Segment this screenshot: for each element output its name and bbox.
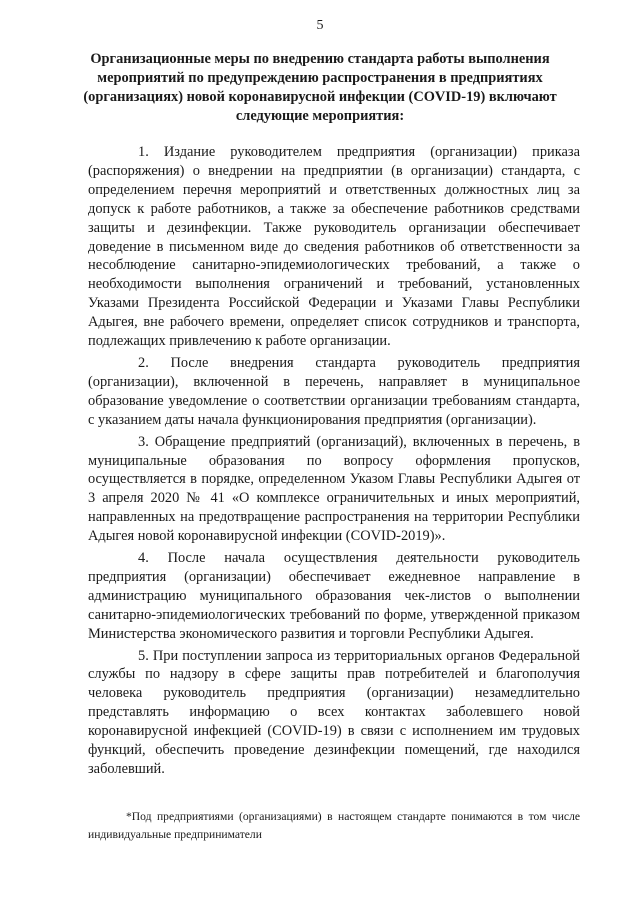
measure-item-1: 1. Издание руководителем предприятия (организации) приказа (распоряжения) о внедрении на предприятии (в организации) стандарта, с определением перечня мероприятий и ответственных должностных лиц за допуск к работе работников, а также за обеспечение работников средствами защиты и дезинфекции. Также руководитель организации обеспечивает доведение в письменном виде до сведения работников об ответственности за несоблюдение санитарно-эпидемиологических требований, а также о необходимости выполнения ограничений и требований, установленных Указами Президента Российской Федерации и Указами Главы Республики Адыгея, вне рабочего времени, определяет список сотрудников и транспорта, подлежащих привлечению к работе организации. [88, 144, 580, 350]
document-heading: Организационные меры по внедрению стандарта работы выполнения мероприятий по предупреждению распространения в предприятиях (организациях) новой коронавирусной инфекции (COVID-19) включают следующие мероприятия: [83, 51, 557, 124]
measures-list [88, 143, 580, 782]
footnote [88, 808, 580, 844]
measure-item-4: 4. После начала осуществления деятельности руководитель предприятия (организации) обеспечивает ежедневное направление в администрацию муниципального образования чек-листов о выполнении санитарно-эпидемиологических требований по форме, утвержденной приказом Министерства экономического развития и торговли Республики Адыгея. [88, 550, 580, 642]
page-number: 5 [316, 18, 324, 33]
measure-item-3: 3. Обращение предприятий (организаций), включенных в перечень, в муниципальные образования по вопросу оформления пропусков, осуществляется в порядке, определенном Указом Главы Республики Адыгея от 3 апреля 2020 № 41 «О комплексе ограничительных и иных мероприятий, направленных на предотвращение распространения на территории Республики Адыгея новой коронавирусной инфекции (COVID-2019)». [88, 433, 580, 545]
measure-item-2: 2. После внедрения стандарта руководитель предприятия (организации), включенной в перечень, направляет в муниципальное образование уведомление о соответствии организации требованиям стандарта, с указанием даты начала функционирования предприятия (организации). [88, 354, 580, 428]
footnote-text: *Под предприятиями (организациями) в настоящем стандарте понимаются в том числе индивидуальные предприниматели [88, 810, 580, 841]
measure-item-5: 5. При поступлении запроса из территориальных органов Федеральной службы по надзору в сфере защиты прав потребителей и благополучия человека руководитель предприятия (организации) незамедлительно представлять информацию о всех контактах заболевшего новой коронавирусной инфекцией (COVID-19) в связи с исполнением им трудовых функций, обеспечить проведение дезинфекции помещений, где находился заболевший. [88, 647, 580, 777]
